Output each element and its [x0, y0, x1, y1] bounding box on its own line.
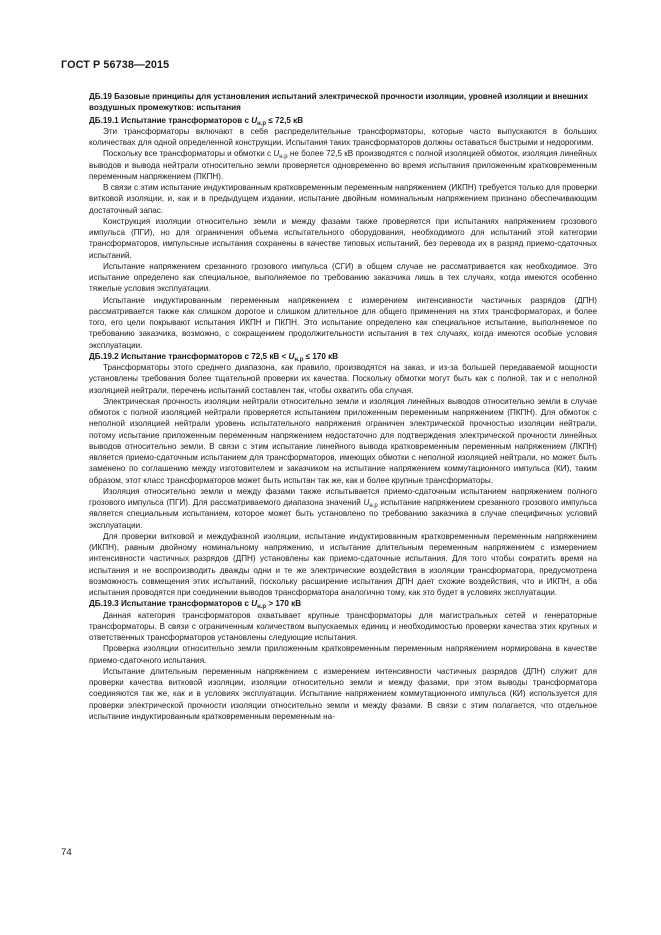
- paragraph: Трансформаторы этого среднего диапазона, как правило, производятся на заказ, и из-за большей передаваемой мощности установлены требования более тщательной проверки их качества. Поскольку обмотки могут быть как с полной, так и с неполной изоляцией нейтрали, перечень испытаний составлен так, чтобы охватить оба случая.: [89, 363, 597, 395]
- paragraph: Электрическая прочность изоляции нейтрали относительно земли и изоляция линейных выводов относительно земли в случае обмоток с полной изоляцией нейтрали проверяется испытанием приложенным переменным напряжением (ПКПН). Для обмоток с неполной изоляцией нейтрали уровень испытательного напряжения ограничен электрической прочностью изоляции нейтрали, потому испытание приложенным переменным напряжением недостаточно для подтверждения электрической прочности линейных выводов относительно земли. В связи с этим испытание линейного вывода кратковременным переменным напряжением (ЛКПН) является приемо-сдаточным испытанием для трансформаторов, имеющих обмотки с неполной изоляцией нейтрали, но может быть заменено по соглашению между изготовителем и заказчиком на испытание напряжением коммутационного импульса (КИ), таким образом, этот класс трансформаторов может быть испытан так же, как и более крупные трансформаторы.: [89, 396, 597, 485]
- section-heading: ДБ.19 Базовые принципы для установления испытаний электрической прочности изоляции, уровней изоляции и внешних воздушных промежутков: испытания: [89, 92, 589, 113]
- paragraph: Эти трансформаторы включают в себя распределительные трансформаторы, которые часто выпускаются в больших количествах для одной определенной конструкции. Испытания таких трансформаторов должны оставаться быстрыми и недорогими.: [89, 126, 597, 147]
- subsection-heading-2: ДБ.19.2 Испытание трансформаторов с 72,5 кВ < $U_{н.р} \le 170$ кВ: [89, 351, 339, 363]
- document-header: ГОСТ Р 56738—2015: [61, 59, 170, 71]
- paragraph: Испытание напряжением срезанного грозового импульса (СГИ) в общем случае не рассматривается как необходимое. Это испытание определено как специальное, выполняемое по требованию заказчика лишь в тех случаях, когда имеются особенно тяжелые условия эксплуатации.: [89, 261, 597, 294]
- paragraph: Испытание индуктированным переменным напряжением с измерением интенсивности частичных разрядов (ДПН) рассматривается также как слишком дорогое и слишком длительное для общего применения на этих трансформаторах, и более того, его цели покрывают испытания ИКПН и ПКПН. Это испытание определено как специальное испытание, выполняемое по требованию заказчика, возможно, с сокращением продолжительности испытания в тех случаях, когда имеются особые условия эксплуатации.: [89, 295, 597, 350]
- paragraph: В связи с этим испытание индуктированным кратковременным переменным напряжением (ИКПН) требуется только для проверки витковой изоляции, и, как и в предыдущем издании, испытание двойным номинальным напряжением признано обеспечивающим достаточный запас.: [89, 183, 597, 215]
- page-number: 74: [61, 847, 72, 858]
- paragraph: Изоляция относительно земли и между фазами также испытывается приемо-сдаточным испытанием напряжением полного грозового импульса (ПГИ). Для рассматриваемого диапазона значений $U_{н.р}$ испытание напряжением срезанного грозового импульса является специальным испытанием, которое может быть установлено по требованию заказчика в случае специфичных условий эксплуатации.: [89, 486, 597, 530]
- document-body: [89, 91, 597, 722]
- paragraph: Поскольку все трансформаторы и обмотки с $U_{н.р}$ не более 72,5 кВ производятся с полной изоляцией обмоток, изоляция линейных выводов и вывода нейтрали относительно земли проверяется одновременно во время испытания приложенным кратковременным переменным напряжением (ПКПН).: [89, 149, 597, 181]
- paragraph: Данная категория трансформаторов охватывает крупные трансформаторы для магистральных сетей и генераторные трансформаторы. В связи с ограниченным количеством выпускаемых единиц и необходимостью проверки качества этих крупных и ответственных трансформаторов установлены следующие испытания.: [89, 610, 597, 642]
- paragraph: Проверка изоляции относительно земли приложенным кратковременным переменным напряжением нормирована в качестве приемо-сдаточного испытания.: [89, 644, 597, 665]
- paragraph: Для проверки витковой и междуфазной изоляции, испытание индуктированным кратковременным переменным напряжением (ИКПН), равным двойному номинальному напряжению, и испытание длительным переменным напряжением с измерением интенсивности частичных разрядов (ДПН) установлены как приемо-сдаточные испытания. Для того чтобы сократить время на испытания и не воспроизводить дважды одни и те же электрические воздействия в изоляции трансформатора, предусмотрена возможность совмещения этих испытаний, поскольку расширение испытания ДПН дает схожие воздействия, что и ИКПН, а оба испытания проводятся при соединении выводов трансформатора аналогично тому, как это будет в условиях эксплуатации.: [89, 531, 597, 597]
- subsection-heading-3: ДБ.19.3 Испытание трансформаторов с $U_{н.р} > 170$ кВ: [89, 599, 302, 611]
- subsection-heading-1: ДБ.19.1 Испытание трансформаторов с $U_{н.р} \le 72,5$ кВ: [89, 115, 304, 127]
- paragraph: Испытание длительным переменным напряжением с измерением интенсивности частичных разрядов (ДПН) служит для проверки качества витковой изоляции, изоляции относительно земли и между фазами, при этом выводы трансформатора соединяются так же, как и в условиях эксплуатации. Испытание напряжением коммутационного импульса (КИ) используется для проверки электрической прочности изоляции относительно земли и между фазами. В связи с этим полагается, что отдельное испытание индуктированным кратковременным переменным на-: [89, 666, 597, 721]
- paragraph: Конструкция изоляции относительно земли и между фазами также проверяется при испытаниях напряжением грозового импульса (ПГИ), но для ограничения объема испытательного оборудования, необходимого для испытаний этой категории трансформаторов, импульсные испытания сохранены в качестве типовых испытаний, без перевода их в разряд приемо-сдаточных испытаний.: [89, 216, 597, 260]
